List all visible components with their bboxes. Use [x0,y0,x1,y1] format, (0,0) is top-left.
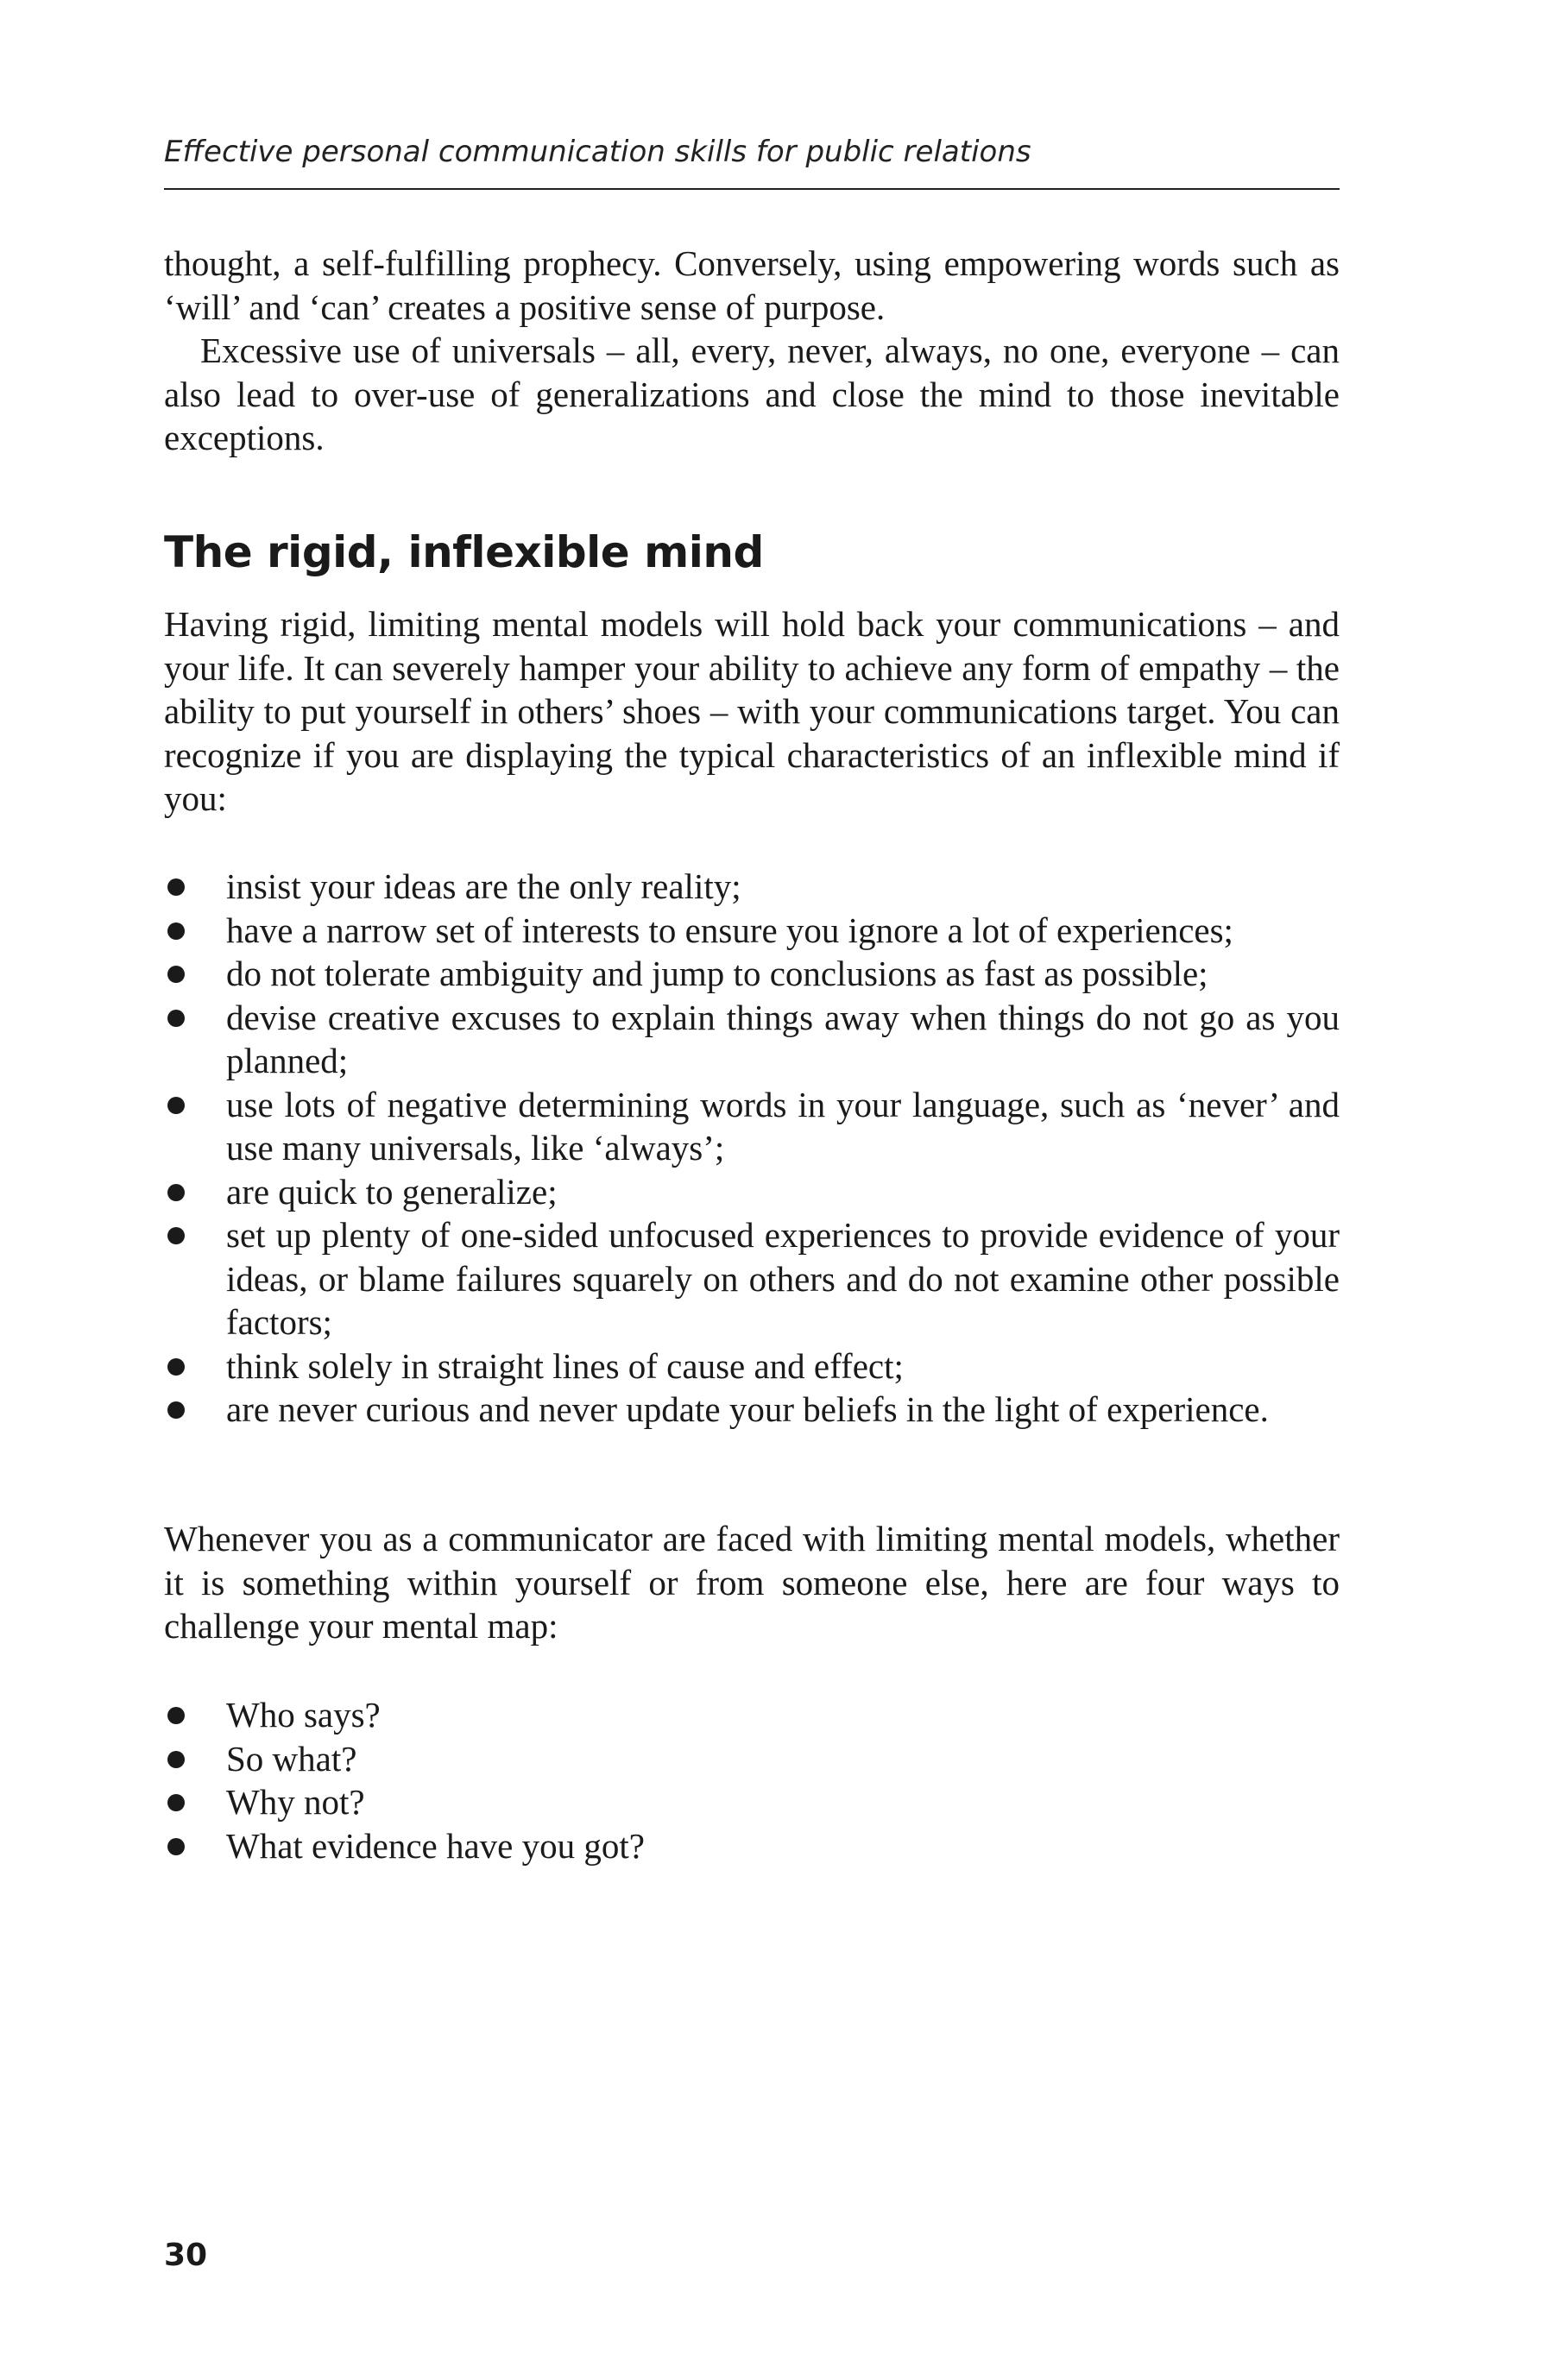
bullet-icon [167,1794,185,1811]
page-number: 30 [164,2238,208,2273]
bullet-icon [167,878,185,896]
bullet-icon [167,1751,185,1768]
list-item [164,1083,1340,1170]
header-rule [164,188,1340,190]
list-item-text: have a narrow set of interests to ensure you ignore a lot of experiences; [226,910,1233,950]
list-item [164,1388,1340,1432]
section-heading: The rigid, inflexible mind [164,527,764,577]
bullet-icon [167,922,185,940]
list-item-text: are never curious and never update your beliefs in the light of experience. [226,1389,1269,1429]
list-item [164,865,1340,909]
book-page [164,0,1340,2380]
traits-list [164,865,1340,1432]
closing-block [164,1517,1340,1648]
intro-paragraph-2: Excessive use of universals – all, every, never, always, no one, everyone – can also lead to over-use of generalizations and close the mind to those inevitable exceptions. [164,331,1340,457]
running-header: Effective personal communication skills for public relations [164,135,1031,169]
list-item [164,1693,1340,1737]
list-item-text: use lots of negative determining words in your language, such as ‘never’ and use many universals, like ‘always’; [226,1084,1340,1168]
list-item-text: So what? [226,1738,357,1779]
lead-block [164,602,1340,821]
list-item-text: devise creative excuses to explain things away when things do not go as you planned; [226,997,1340,1080]
list-item-text: Why not? [226,1782,365,1822]
list-item-text: are quick to generalize; [226,1171,558,1212]
bullet-icon [167,1838,185,1855]
questions-list [164,1693,1340,1867]
bullet-icon [167,1184,185,1201]
list-item [164,1213,1340,1344]
list-item-text: do not tolerate ambiguity and jump to conclusions as fast as possible; [226,954,1208,993]
list-item-text: set up plenty of one-sided unfocused experiences to provide evidence of your ideas, or blame failures squarely on others and do not examine other possible factors; [226,1215,1340,1342]
list-item [164,1170,1340,1214]
bullet-icon [167,966,185,983]
list-item [164,1780,1340,1824]
bullet-icon [167,1097,185,1114]
list-item [164,952,1340,996]
list-item-text: insist your ideas are the only reality; [226,866,741,906]
closing-paragraph: Whenever you as a communicator are faced with limiting mental models, whether it is something within yourself or from someone else, here are four ways to challenge your mental map: [164,1519,1340,1646]
list-item-text: What evidence have you got? [226,1825,645,1866]
intro-block [164,242,1340,460]
list-item [164,909,1340,953]
bullet-icon [167,1227,185,1244]
list-item [164,1824,1340,1868]
bullet-icon [167,1358,185,1376]
bullet-icon [167,1707,185,1724]
list-item [164,1344,1340,1388]
lead-paragraph: Having rigid, limiting mental models will hold back your communications – and your life. It can severely hamper your ability to achieve any form of empathy – the ability to put yourself in others’ shoes – with your communications target. You can recognize if you are displaying the typical characteristics of an inflexible mind if you: [164,604,1340,818]
list-item-text: Who says? [226,1695,381,1735]
list-item-text: think solely in straight lines of cause and effect; [226,1345,904,1386]
bullet-icon [167,1010,185,1027]
intro-paragraph-1: thought, a self-fulfilling prophecy. Conversely, using empowering words such as ‘will’ and ‘can’ creates a positive sense of purpose. [164,243,1340,327]
bullet-icon [167,1401,185,1419]
list-item [164,996,1340,1083]
list-item [164,1737,1340,1781]
